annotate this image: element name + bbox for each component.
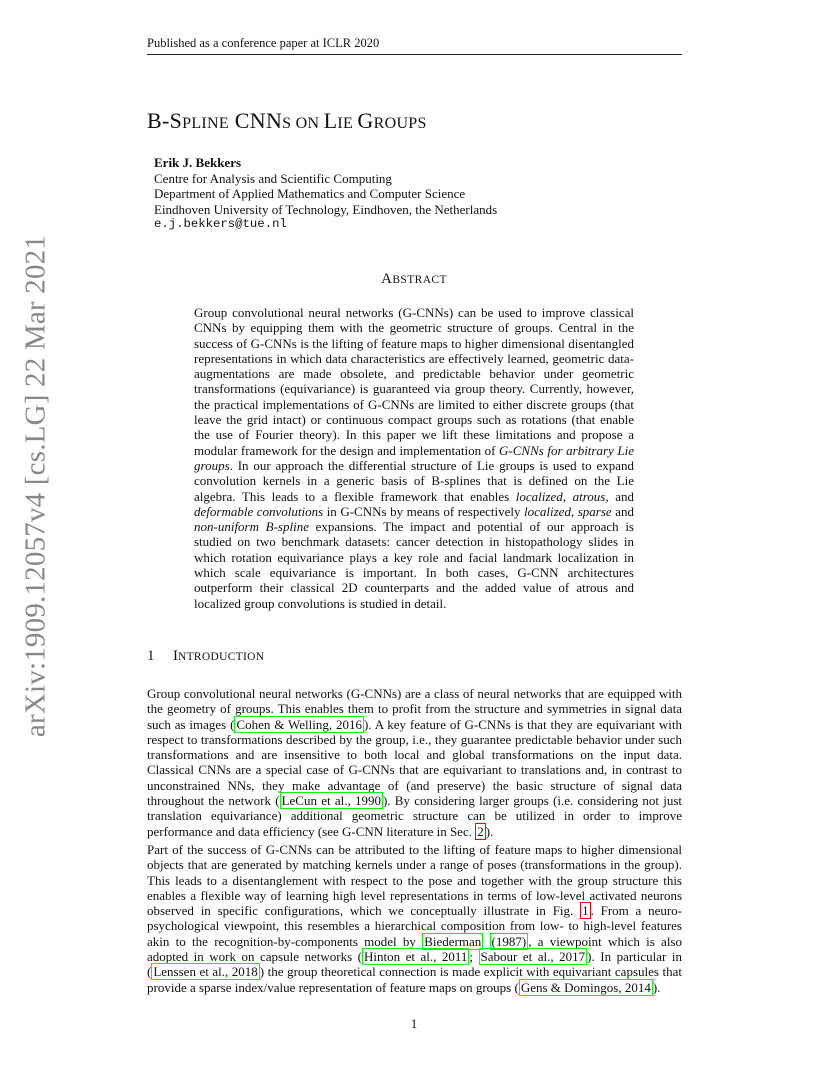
citation-link[interactable]: Gens & Domingos, 2014 xyxy=(520,979,651,995)
arxiv-identifier[interactable]: arXiv:1909.12057v4 [cs.LG] 22 Mar 2021 xyxy=(19,234,52,738)
section-heading-introduction: 1 INTRODUCTION xyxy=(147,648,265,664)
paper-title: B-SPLINE CNNS ON LIE GROUPS xyxy=(147,108,427,133)
affiliation-line: Centre for Analysis and Scientific Computing xyxy=(154,170,392,186)
author-block xyxy=(154,155,497,233)
author-email[interactable]: e.j.bekkers@tue.nl xyxy=(154,217,287,231)
citation-link[interactable]: (1987) xyxy=(491,933,527,949)
intro-paragraph-1: Group convolutional neural networks (G-CNNs) are a class of neural networks that are equipped with the geometry of groups. This enables them to profit from the structure and symmetries in signal data such as images ( Cohen & Welling, 2016 ). A key feature of G-CNNs is that they are equivariant with respect to transformations described by the group, i.e., they guarantee predictable behavior under such transformations and are insensitive to both local and global transformations on the input data. Classical CNNs are a special case of G-CNNs that are equivariant to translations and, in contrast to unconstrained NNs, they make advantage of (and preserve) the basic structure of signal data throughout the network ( LeCun et al., 1990 ). By considering larger groups (i.e. considering not just translation equivariance) additional geometric structure can be utilized in order to improve performance and data efficiency (see G-CNN literature in Sec. 2 ). xyxy=(147,686,683,839)
figure-ref-link[interactable]: 1 xyxy=(582,903,589,919)
page-number: 1 xyxy=(410,1016,418,1031)
author-name: Erik J. Bekkers xyxy=(154,155,242,170)
citation-link[interactable]: Hinton et al., 2011 xyxy=(363,949,468,965)
intro-paragraph-2: Part of the success of G-CNNs can be attributed to the lifting of feature maps to higher dimensional objects that are generated by matching kernels under a range of poses (transformations in the group). This leads to a disentanglement with respect to the pose and together with the group structure this enables a flexible way of learning high level representations in terms of low-level activated neurons observed in specific configurations, which we conceptually illustrate in Fig. 1 . From a neuro-psychological viewpoint, this resembles a hierarchical composition from low- to high-level features akin to the recognition-by-components model by Biederman (1987) , a viewpoint which is also adopted in work on capsule networks ( Hinton et al., 2011 ; Sabour et al., 2017 ). In particular in ( Lenssen et al., 2018 ) the group theoretical connection is made explicit with equivariant capsules that provide a sparse index/value representation of feature maps on groups ( Gens & Domingos, 2014 ). xyxy=(147,842,682,995)
abstract-heading: ABSTRACT xyxy=(381,271,447,287)
citation-link[interactable]: Lenssen et al., 2018 xyxy=(153,964,258,980)
citation-link[interactable]: LeCun et al., 1990 xyxy=(281,793,381,809)
section-ref-link[interactable]: 2 xyxy=(477,823,484,839)
affiliation-line: Eindhoven University of Technology, Eindhoven, the Netherlands xyxy=(154,201,498,217)
citation-link[interactable]: Biederman xyxy=(424,933,482,949)
citation-link[interactable]: Sabour et al., 2017 xyxy=(480,949,586,965)
header-rule xyxy=(147,54,682,55)
running-header: Published as a conference paper at ICLR 2020 xyxy=(147,36,380,50)
arxiv-side-label xyxy=(16,234,56,738)
abstract-body: Group convolutional neural networks (G-CNNs) can be used to improve classical CNNs by equipping them with the geometric structure of groups. Central in the success of G-CNNs is the lifting of feature maps to higher dimensional disentangled representations in which data characteristics are effectively learned, geometric data-augmentations are made obsolete, and predictable behavior under geometric transformations (equivariance) is guaranteed via group theory. Currently, however, the practical implementations of G-CNNs are limited to either discrete groups (that leave the grid intact) or continuous compact groups such as rotations (that enable the use of Fourier theory). In this paper we lift these limitations and propose a modular framework for the design and implementation of G-CNNs for arbitrary Lie groups. In our approach the differential structure of Lie groups is used to expand convolution kernels in a generic basis of B-splines that is defined on the Lie algebra. This leads to a flexible framework that enables localized, atrous, and deformable convolutions in G-CNNs by means of respectively localized, sparse and non-uniform B-spline expansions. The impact and potential of our approach is studied on two benchmark datasets: cancer detection in histopathology slides in which rotation equivariance plays a key role and facial landmark localization in which scale equivariance is important. In both cases, G-CNN architectures outperform their classical 2D counterparts and the added value of atrous and localized group convolutions is studied in detail. xyxy=(194,305,634,611)
citation-link[interactable]: Cohen & Welling, 2016 xyxy=(236,716,362,732)
affiliation-line: Department of Applied Mathematics and Computer Science xyxy=(154,186,466,201)
